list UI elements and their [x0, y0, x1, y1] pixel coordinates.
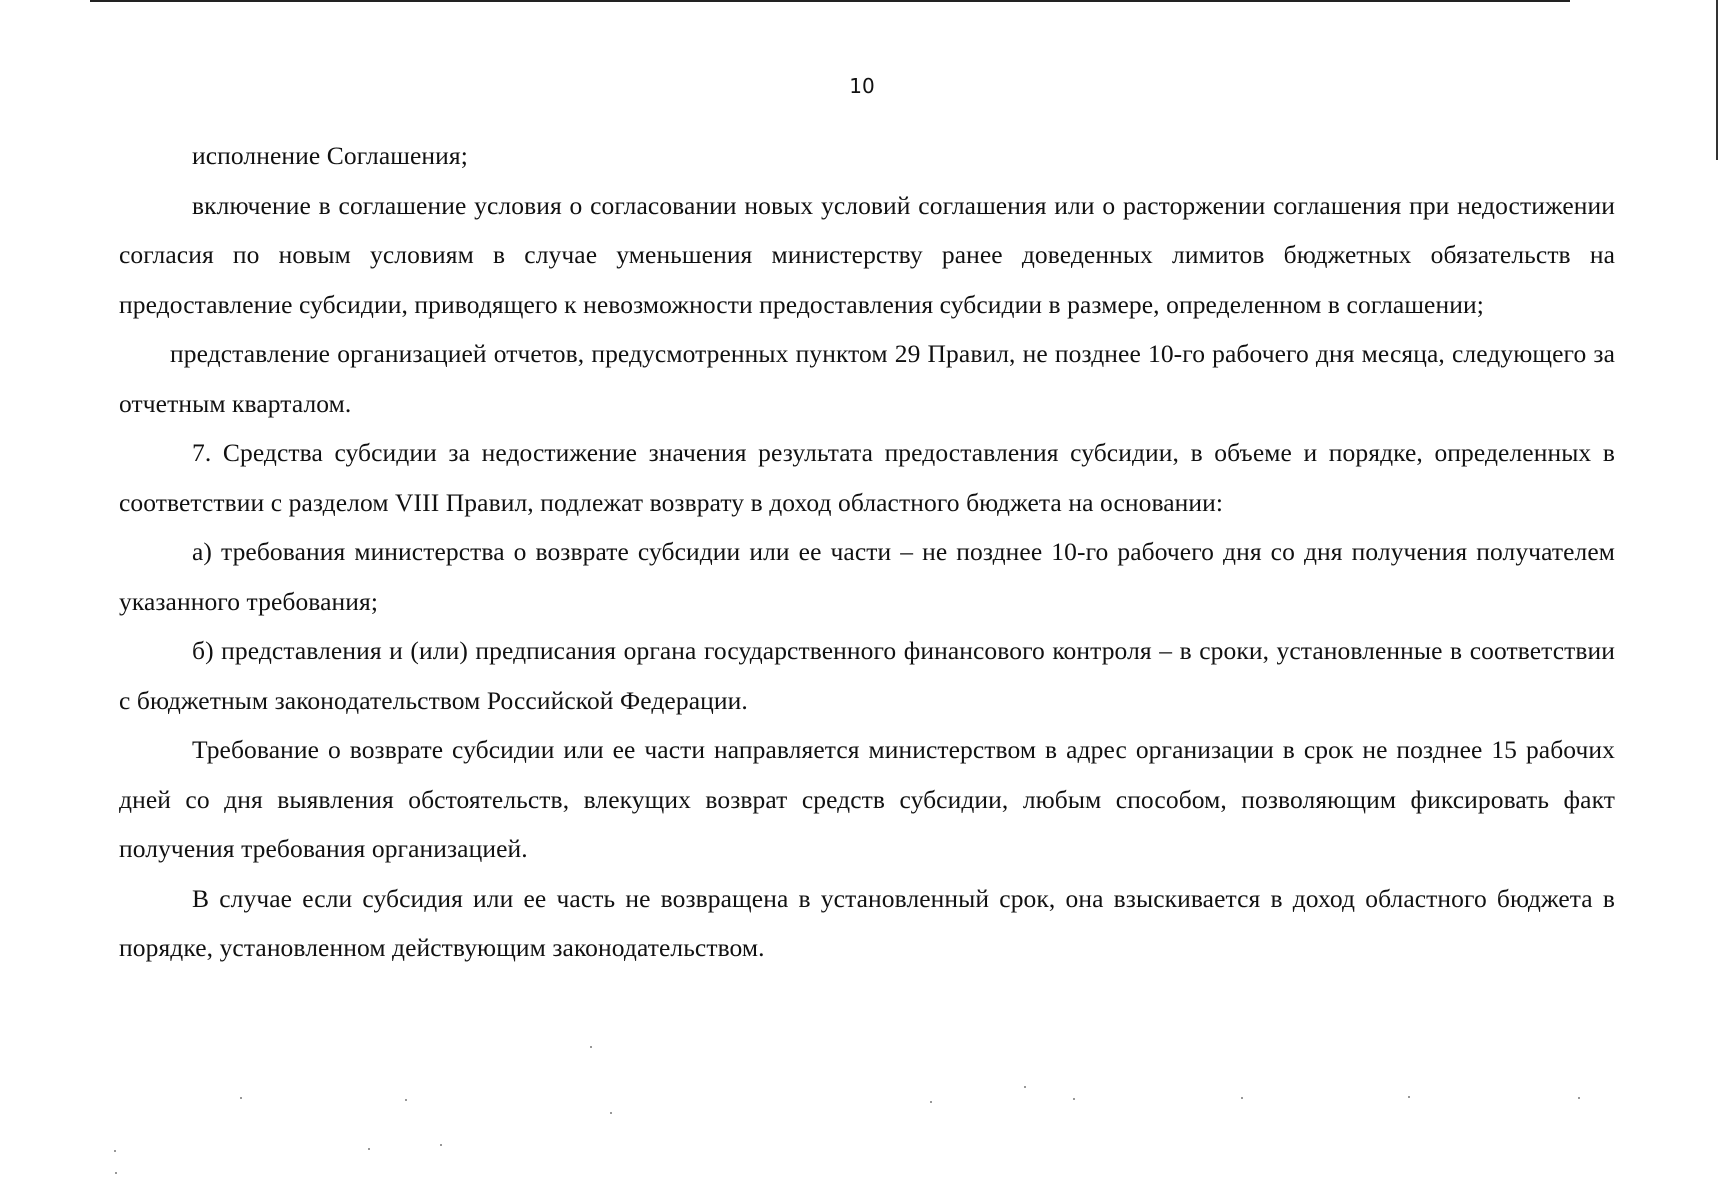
- paragraph-reports: представление организацией отчетов, предусмотренных пунктом 29 Правил, не позднее 10-го рабочего дня месяца, следующего за отчетным кварталом.: [119, 339, 1615, 418]
- scan-speck: [240, 1097, 242, 1099]
- scan-speck: [405, 1099, 407, 1101]
- scan-speck: [930, 1101, 932, 1103]
- paragraph-item-a: а) требования министерства о возврате субсидии или ее части – не позднее 10-го рабочего дня со дня получения получателем указанного требования;: [119, 537, 1615, 616]
- scan-speck: [440, 1144, 442, 1146]
- scan-speck: [1241, 1097, 1243, 1099]
- scan-speck: [1024, 1086, 1026, 1088]
- scan-speck: [590, 1046, 592, 1048]
- paragraph-execution: исполнение Соглашения;: [192, 141, 468, 170]
- page-number: 10: [849, 74, 875, 98]
- paragraph-item-b: б) представления и (или) предписания органа государственного финансового контроля – в сроки, установленные в соответствии с бюджетным законодательством Российской Федерации.: [119, 636, 1615, 715]
- paragraph-item-7: 7. Средства субсидии за недостижение значения результата предоставления субсидии, в объеме и порядке, определенных в соответствии с разделом VIII Правил, подлежат возврату в доход областного бюджета на основании:: [119, 438, 1615, 517]
- paragraph-agreement-conditions: включение в соглашение условия о согласовании новых условий соглашения или о расторжении соглашения при недостижении согласия по новым условиям в случае уменьшения министерству ранее доведенных лимитов бюджетных обязательств на предоставление субсидии, приводящего к невозможности предоставления субсидии в размере, определенном в соглашении;: [119, 190, 1615, 319]
- scan-top-border: [90, 0, 1570, 2]
- document-body: [119, 131, 1615, 973]
- paragraph-recovery: В случае если субсидия или ее часть не возвращена в установленный срок, она взыскивается в доход областного бюджета в порядке, установленном действующим законодательством.: [119, 883, 1615, 962]
- paragraph-return-requirement: Требование о возврате субсидии или ее части направляется министерством в адрес организации в срок не позднее 15 рабочих дней со дня выявления обстоятельств, влекущих возврат средств субсидии, любым способом, позволяющим фиксировать факт получения требования организацией.: [119, 735, 1615, 863]
- scan-speck: [1408, 1096, 1410, 1098]
- scan-speck: [115, 1172, 117, 1174]
- scan-speck: [368, 1148, 370, 1150]
- scan-speck: [1073, 1098, 1075, 1100]
- scan-speck: [610, 1112, 612, 1114]
- scan-speck: [114, 1150, 116, 1152]
- scan-speck: [1578, 1097, 1580, 1099]
